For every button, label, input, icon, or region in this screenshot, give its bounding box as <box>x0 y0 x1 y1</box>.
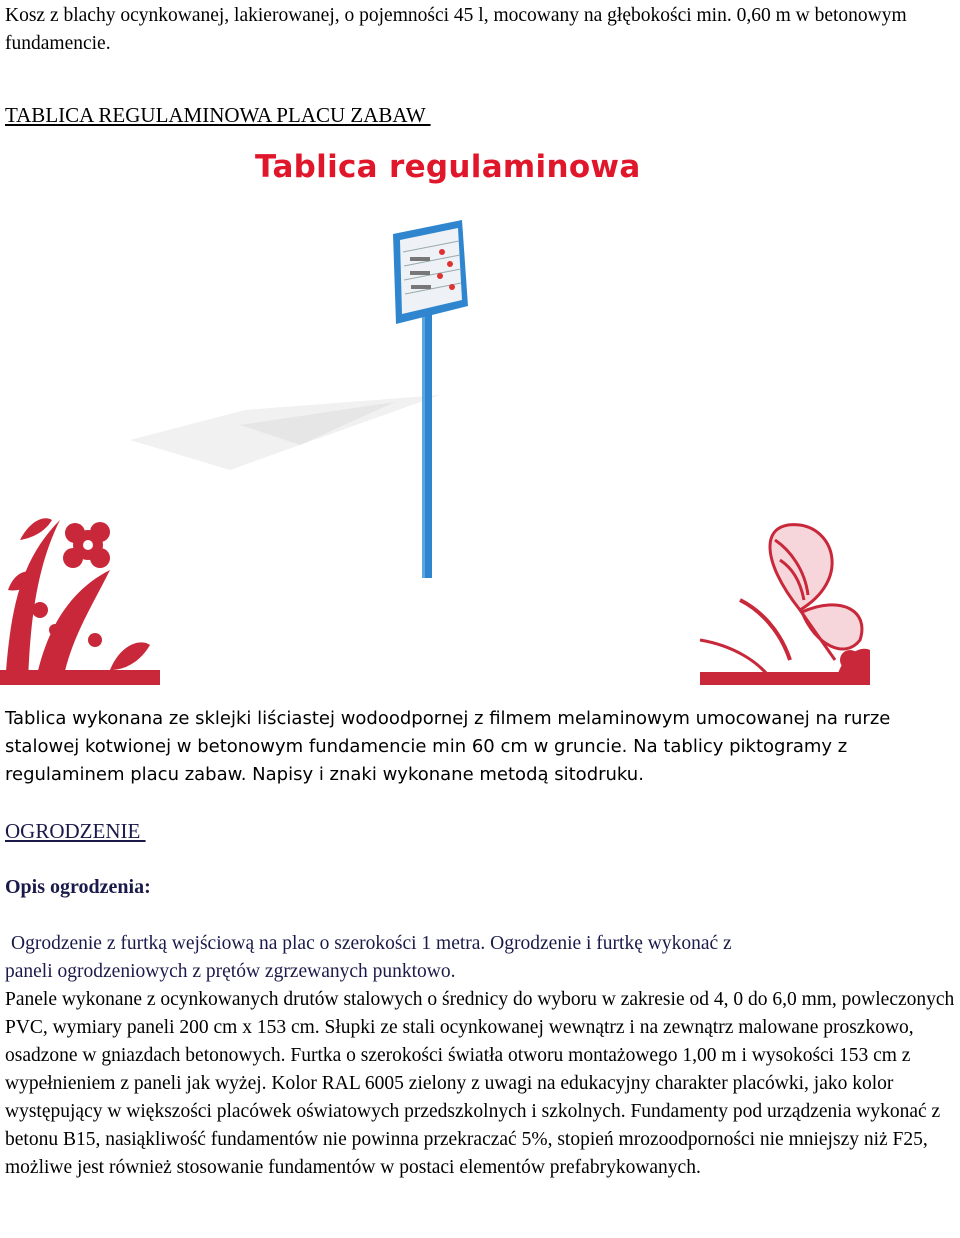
floral-decoration-left <box>0 518 160 685</box>
subheading-opis-ogrodzenia: Opis ogrodzenia: <box>5 876 151 898</box>
tablica-description: Tablica wykonana ze sklejki liściastej wodoodpornej z filmem melaminowym umocowanej na rurze stalowej kotwionej w betonowym fundamencie min 60 cm w gruncie. Na tablicy piktogramy z regulaminem placu zabaw. Napisy i znaki wykonane metodą sitodruku. <box>5 708 891 785</box>
figure-title: Tablica regulaminowa <box>255 149 641 185</box>
floral-decoration-right <box>700 649 870 685</box>
intro-paragraph: Kosz z blachy ocynkowanej, lakierowanej, o pojemności 45 l, mocowany na głębokości min. 0,60 m w betonowym fundamencie. <box>5 5 907 54</box>
section-heading-tablica: TABLICA REGULAMINOWA PLACU ZABAW <box>5 103 431 127</box>
fence-paragraph-1-line-1: Ogrodzenie z furtką wejściową na plac o szerokości 1 metra. Ogrodzenie i furtkę wykonać z <box>11 933 732 954</box>
fence-paragraph-1 <box>5 930 955 986</box>
post-highlight <box>422 300 425 578</box>
signboard-illustration <box>0 140 870 685</box>
fence-paragraph-2: Panele wykonane z ocynkowanych drutów stalowych o średnicy do wyboru w zakresie od 4, 0 do 6,0 mm, powleczonych PVC, wymiary paneli 200 cm x 153 cm. Słupki ze stali ocynkowanej wewnątrz i na zewnątrz malowane proszkowo, osadzone w gniazdach betonowych. Furtka o szerokości światła otworu montażowego 1,00 m i wysokości 153 cm z wypełnieniem z paneli jak wyżej. Kolor RAL 6005 zielony z uwagi na edukacyjny charakter placówki, jako kolor występujący w większości placówek oświatowych przedszkolnych i szkolnych. Fundamenty pod urządzenia wykonać z betonu B15, nasiąkliwość fundamentów nie powinna przekraczać 5%, stopień mrozoodporności nie mniejszy niż F25, możliwe jest również stosowanie fundamentów w postaci elementów prefabrykowanych. <box>5 989 955 1178</box>
signboard-figure <box>0 140 870 685</box>
fence-paragraph-1-line-2: paneli ogrodzeniowych z prętów zgrzewanych punktowo. <box>5 961 456 982</box>
section-heading-ogrodzenie: OGRODZENIE <box>5 819 146 843</box>
butterfly-decoration <box>700 525 862 685</box>
